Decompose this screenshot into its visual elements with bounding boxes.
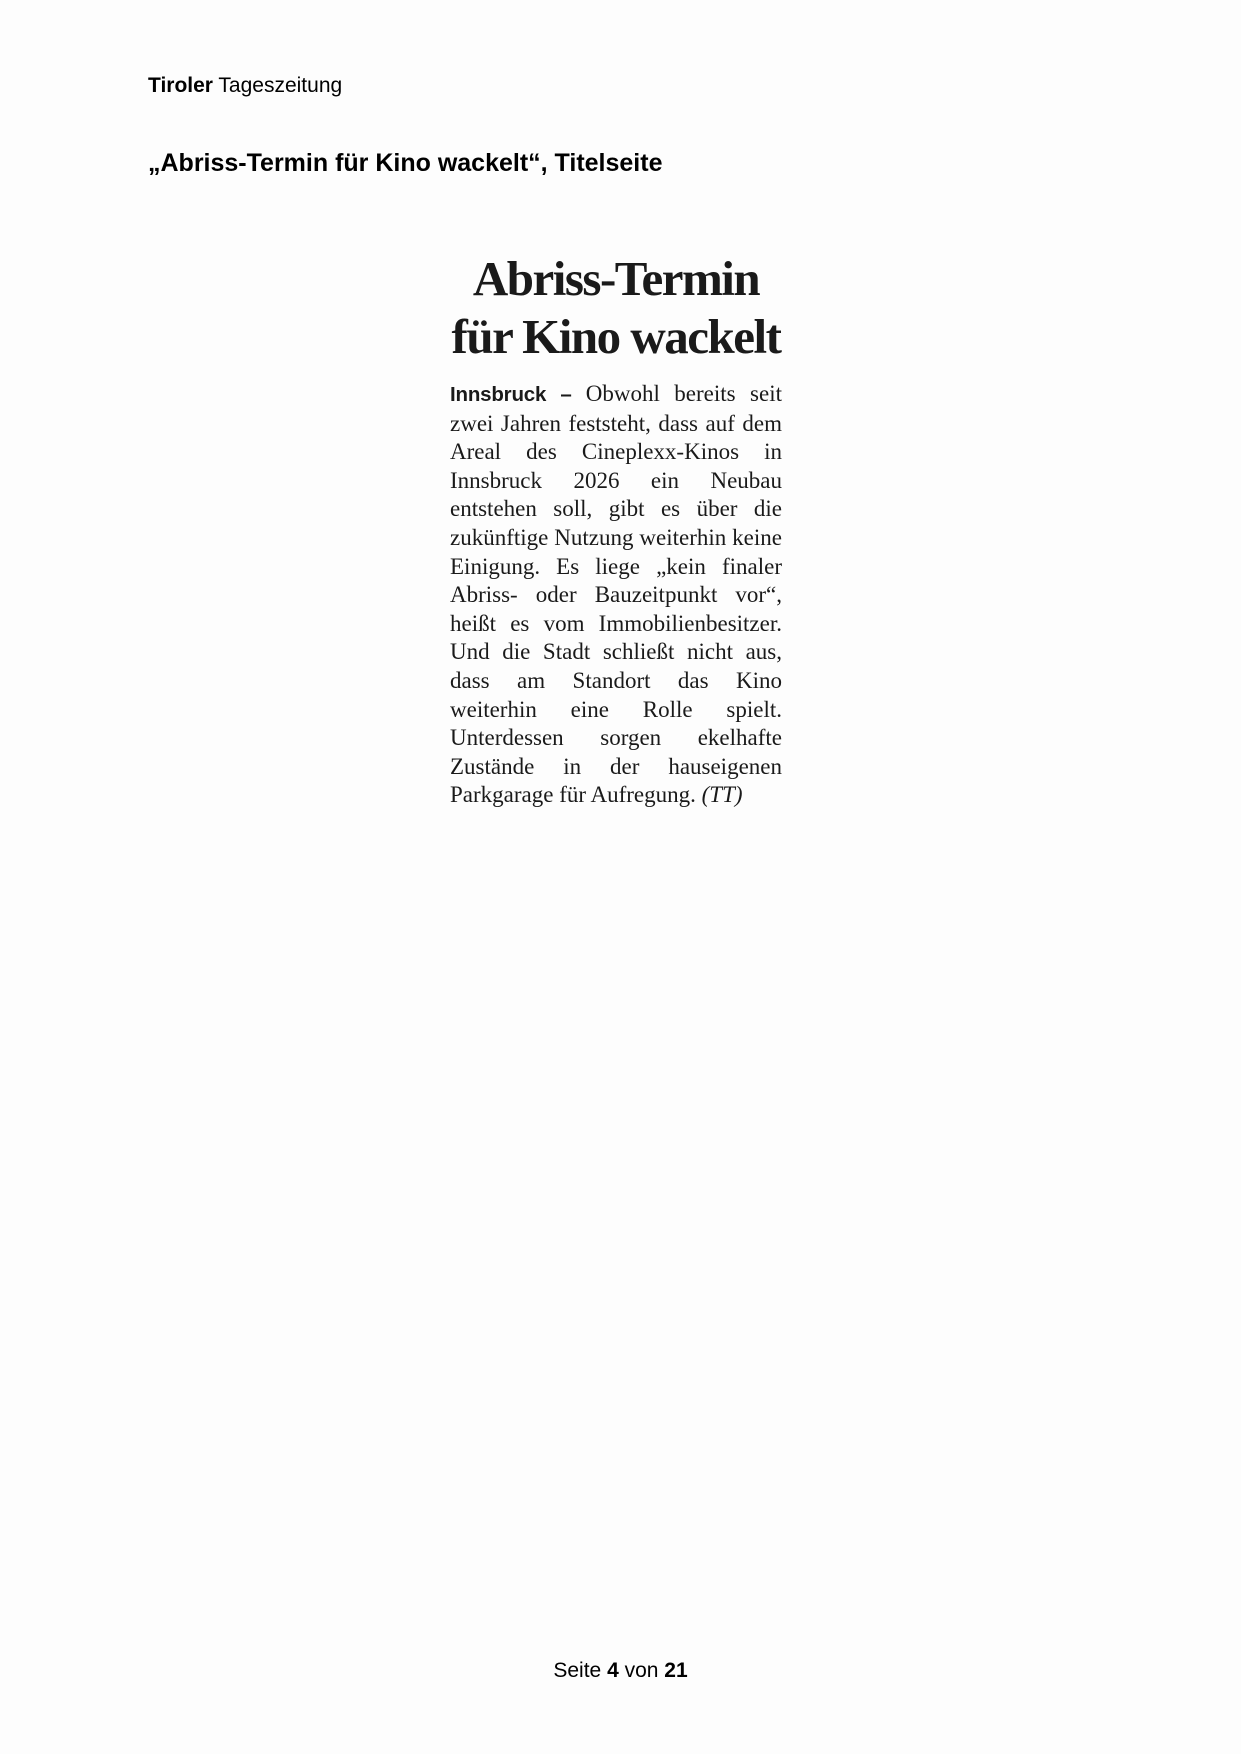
publication-name [148, 73, 342, 99]
article-reference-title: „Abriss-Termin für Kino wackelt“, Titelseite [148, 149, 663, 177]
page-number-middle: von [618, 1659, 665, 1682]
publication-name-rest: Tageszeitung [212, 74, 343, 97]
newspaper-clipping [450, 250, 782, 810]
clipping-dateline: Innsbruck [450, 383, 547, 406]
clipping-credit: (TT) [701, 782, 743, 808]
clipping-dateline-separator: – [546, 383, 586, 406]
publication-name-bold: Tiroler [148, 74, 213, 97]
clipping-headline [450, 250, 782, 366]
page-number [0, 1658, 1241, 1684]
page-number-total: 21 [664, 1659, 688, 1682]
clipping-headline-line-1: Abriss-Termin [472, 251, 760, 306]
page-number-current: 4 [607, 1659, 619, 1682]
clipping-body [450, 380, 782, 810]
clipping-headline-line-2: für Kino wackelt [451, 309, 781, 364]
clipping-body-text: Obwohl bereits seit zwei Jahren feststeht, dass auf dem Areal des Cineplexx-Kinos in Innsbruck 2026 ein Neubau entstehen soll, gibt es über die zukünftige Nutzung weiterhin keine Einigung. Es liege „kein finaler Abriss- oder Bauzeitpunkt vor“, heißt es vom Immobilienbesitzer. Und die Stadt schließt nicht aus, dass am Standort das Kino weiterhin eine Rolle spielt. Unterdessen sorgen ekelhafte Zustände in der hauseigenen Parkgarage für Aufregung. [450, 381, 782, 808]
page-number-prefix: Seite [553, 1659, 608, 1682]
